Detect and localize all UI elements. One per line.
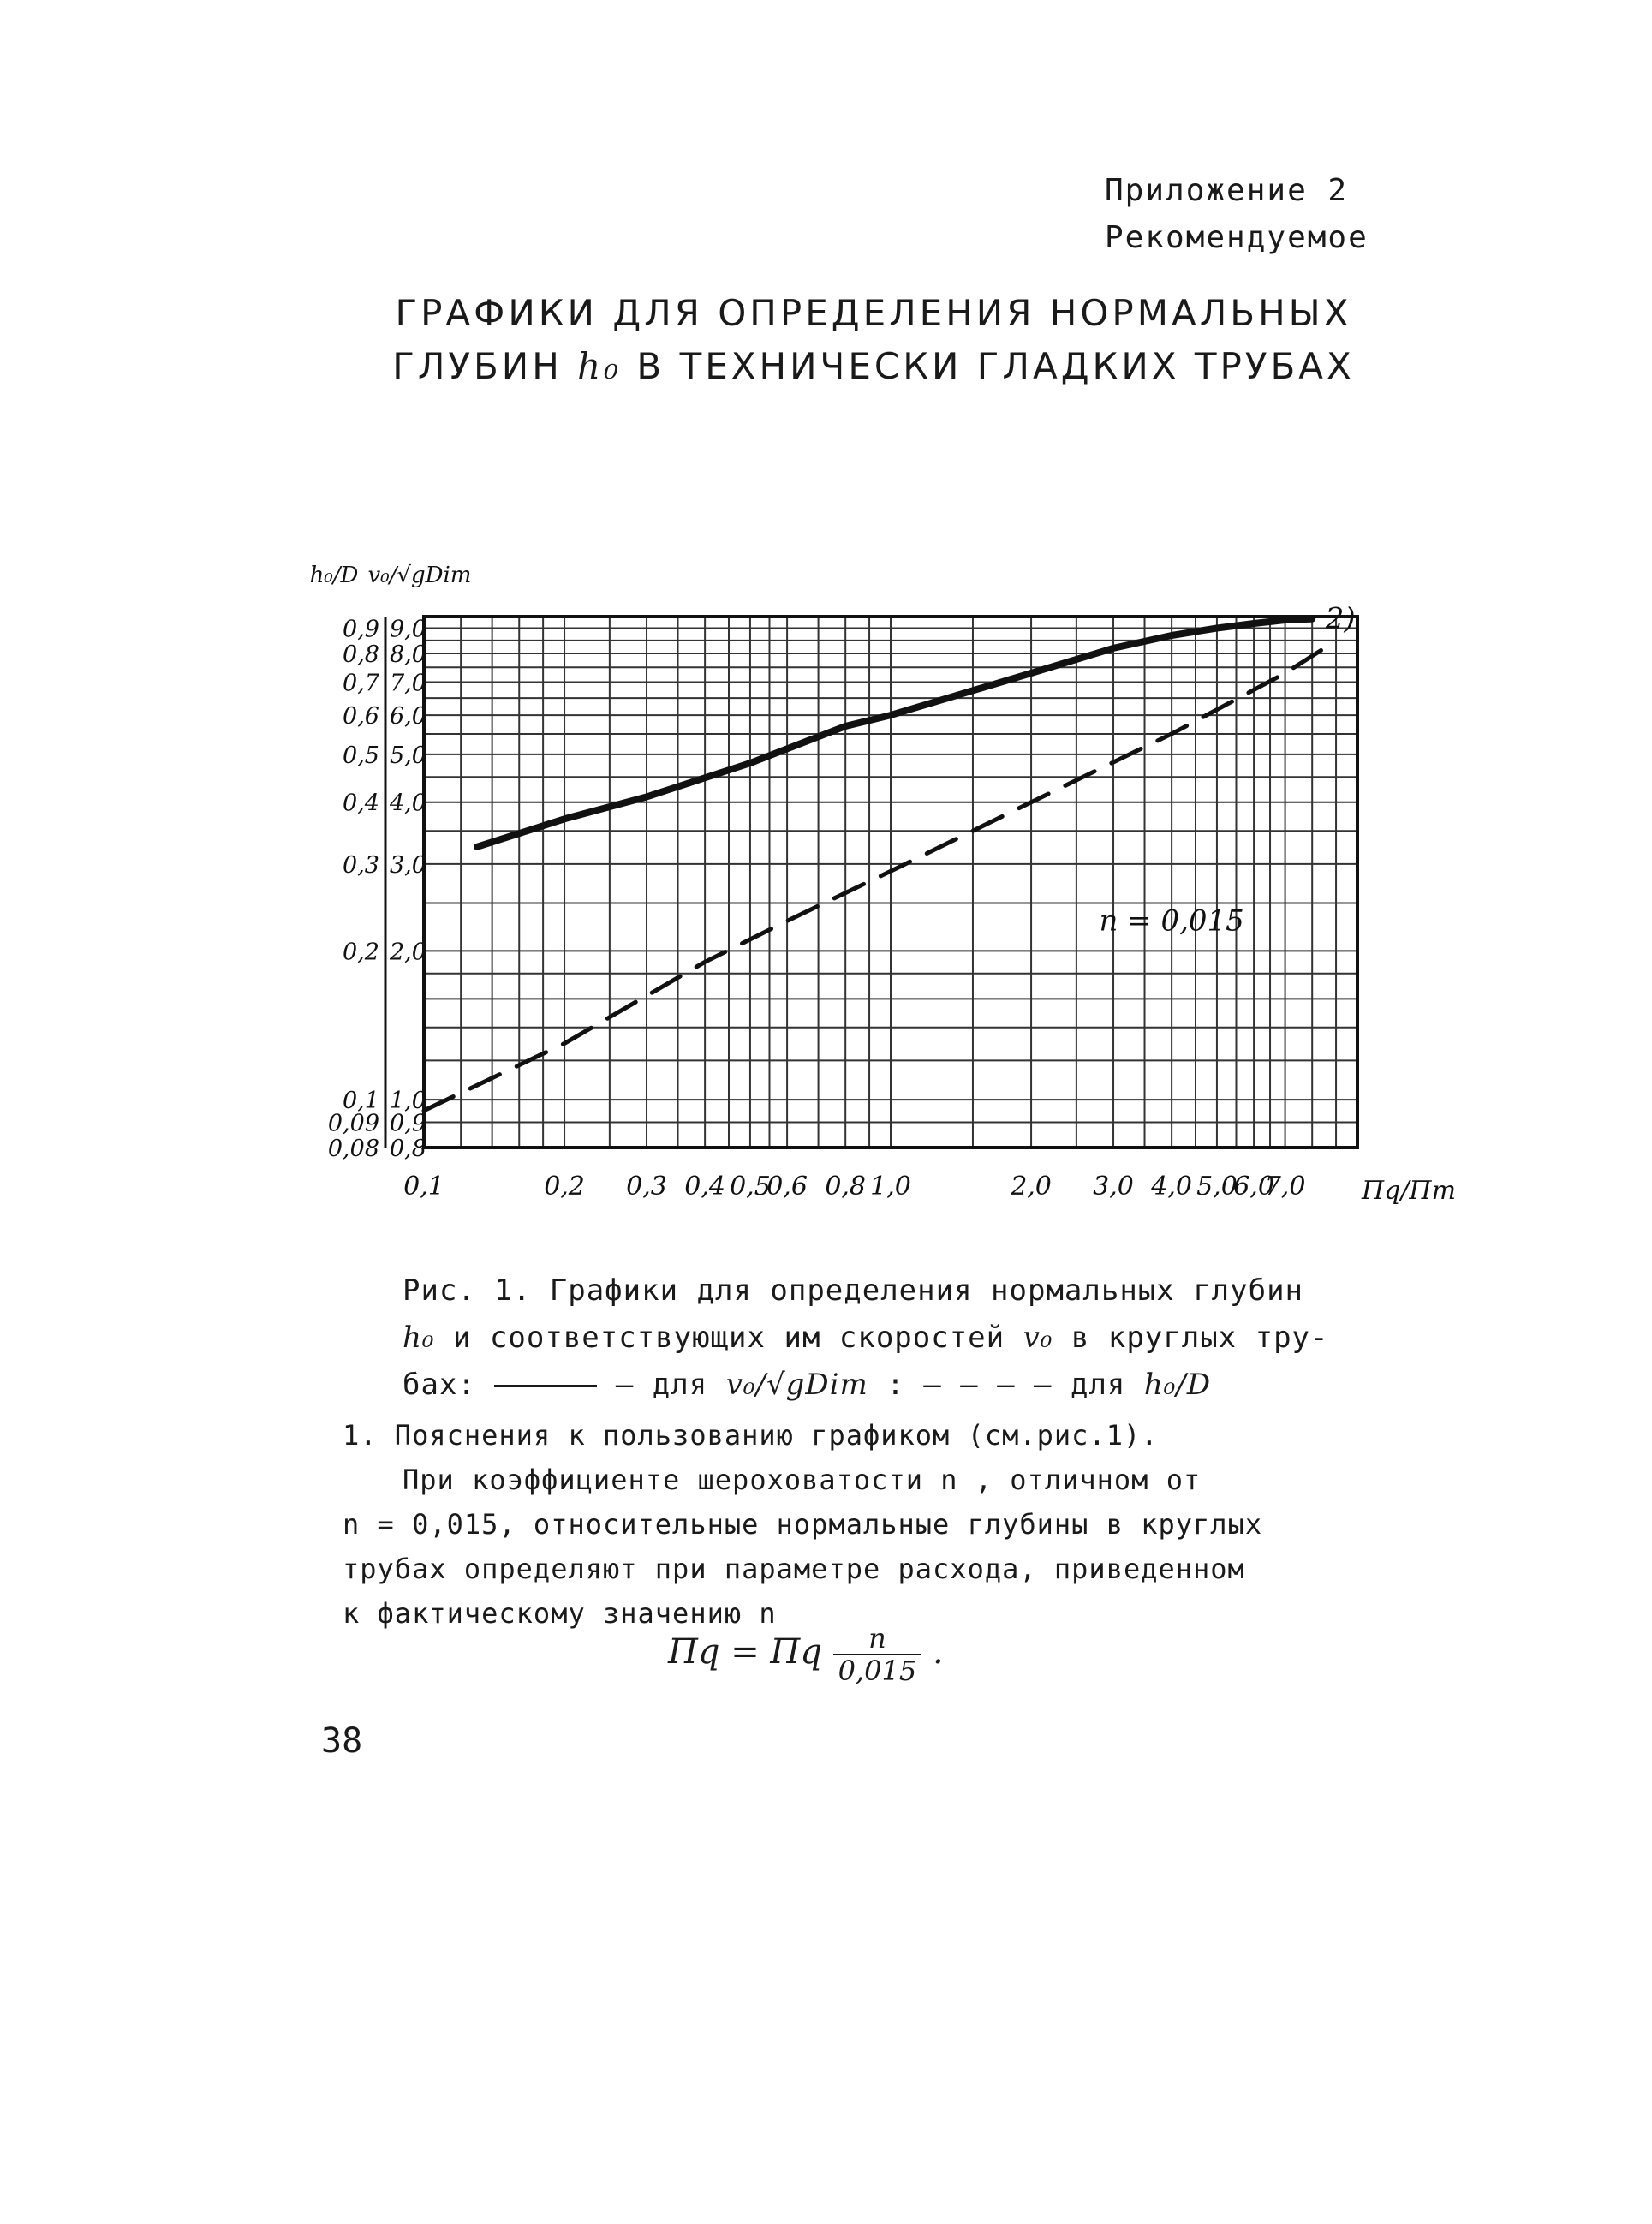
caption-solid-expr: v₀/√gDiт <box>725 1368 868 1402</box>
x-tick-label: 5,0 <box>1196 1172 1238 1201</box>
x-tick-label: 0,5 <box>730 1172 771 1201</box>
title-line-2-before: ГЛУБИН <box>392 345 563 387</box>
notes-line-2: n = 0,015, относительные нормальные глубины в круглых <box>343 1508 1263 1541</box>
right-tick-label: 0,9 <box>390 1110 426 1137</box>
x-tick-label: 2,0 <box>1011 1172 1052 1201</box>
right-tick-label: 7,0 <box>390 670 426 697</box>
caption-solid-for: – для <box>615 1368 708 1402</box>
left-tick-label: 0,4 <box>343 790 379 817</box>
formula-dot: . <box>932 1632 944 1672</box>
left-tick-label: 0,3 <box>343 851 379 879</box>
page-title <box>257 287 1490 393</box>
caption-line-2-end: в круглых тру- <box>1071 1321 1329 1355</box>
x-tick-label: 0,4 <box>684 1172 725 1201</box>
left-tick-label: 0,7 <box>343 670 379 697</box>
x-tick-label: 0,3 <box>626 1172 667 1201</box>
right-tick-label: 0,8 <box>390 1136 426 1162</box>
caption-line-2-mid: и соответствующих им скоростей <box>453 1321 1005 1355</box>
right-tick-label: 5,0 <box>390 742 426 769</box>
notes-line-1: При коэффициенте шероховатости n , отличном от <box>403 1464 1202 1496</box>
title-line-2 <box>257 340 1490 393</box>
page-number: 38 <box>321 1721 363 1761</box>
left-tick-label: 0,1 <box>343 1088 379 1115</box>
chart-grid <box>424 617 1357 1148</box>
title-symbol: h₀ <box>577 345 623 387</box>
x-tick-label: 6,0 <box>1233 1172 1274 1201</box>
title-line-2-after: В ТЕХНИЧЕСКИ ГЛАДКИХ ТРУБАХ <box>636 345 1355 387</box>
right-tick-label: 9,0 <box>390 616 426 643</box>
right-tick-label: 6,0 <box>390 703 426 730</box>
chart-labels <box>310 563 1456 1206</box>
chart-frame <box>385 617 1357 1148</box>
depth-chart <box>309 548 1457 1250</box>
caption-line-3 <box>403 1362 1430 1409</box>
caption-line-2 <box>403 1315 1430 1362</box>
formula-denominator: 0,015 <box>838 1655 917 1687</box>
solid-line-swatch <box>494 1385 597 1387</box>
formula <box>668 1623 944 1686</box>
notes-heading: 1. Пояснения к пользованию графиком (см.рис.1). <box>343 1419 1159 1452</box>
right-tick-label: 4,0 <box>390 790 426 817</box>
right-tick-label: 2,0 <box>390 939 426 966</box>
left-tick-label: 0,2 <box>343 939 379 966</box>
x-tick-label: 0,1 <box>403 1172 444 1201</box>
x-tick-label: 7,0 <box>1264 1172 1306 1201</box>
caption-dashed-for: : – – – – для <box>886 1368 1126 1402</box>
appendix-status: Рекомендуемое <box>1105 220 1369 255</box>
left-tick-label: 0,5 <box>343 742 379 769</box>
appendix-block <box>1105 167 1369 261</box>
x-tick-label: 0,6 <box>766 1172 808 1201</box>
caption-line-3-start: бах: <box>403 1368 476 1402</box>
left-tick-label: 0,08 <box>327 1136 379 1162</box>
chart-annotation: 2) <box>1325 601 1356 636</box>
formula-lhs: Пq = Пq <box>668 1632 822 1672</box>
chart-annotation: n = 0,015 <box>1099 903 1244 939</box>
notes-section <box>343 1413 1456 1636</box>
right-tick-label: 8,0 <box>390 641 426 669</box>
formula-fraction <box>833 1623 922 1686</box>
left-tick-label: 0,9 <box>343 616 379 643</box>
left-tick-label: 0,8 <box>343 641 379 669</box>
x-tick-label: 4,0 <box>1151 1172 1192 1201</box>
y-axis-label-right: v₀/√gDiт <box>367 563 472 588</box>
x-axis-label: Пq/Пт <box>1361 1176 1457 1206</box>
title-line-1: ГРАФИКИ ДЛЯ ОПРЕДЕЛЕНИЯ НОРМАЛЬНЫХ <box>395 292 1352 334</box>
caption-dashed-expr: h₀/D <box>1143 1368 1212 1402</box>
notes-line-3: трубах определяют при параметре расхода, приведенном <box>343 1553 1245 1585</box>
x-tick-label: 1,0 <box>870 1172 911 1201</box>
notes-line-4: к фактическому значению n <box>343 1597 777 1630</box>
formula-numerator: n <box>833 1623 922 1655</box>
x-tick-label: 0,2 <box>544 1172 585 1201</box>
caption-line-1: Рис. 1. Графики для определения нормальных глубин <box>403 1273 1304 1308</box>
left-tick-label: 0,09 <box>327 1110 379 1137</box>
right-tick-label: 1,0 <box>390 1088 426 1115</box>
x-tick-label: 0,8 <box>825 1172 867 1201</box>
appendix-label: Приложение 2 <box>1105 173 1349 208</box>
left-tick-label: 0,6 <box>343 703 379 730</box>
y-axis-label-left: h₀/D <box>309 563 359 588</box>
caption-symbol-v0: v₀ <box>1023 1321 1053 1355</box>
right-tick-label: 3,0 <box>390 851 426 879</box>
caption-symbol-h0: h₀ <box>403 1321 435 1355</box>
x-tick-label: 3,0 <box>1093 1172 1134 1201</box>
figure-caption <box>403 1267 1430 1409</box>
